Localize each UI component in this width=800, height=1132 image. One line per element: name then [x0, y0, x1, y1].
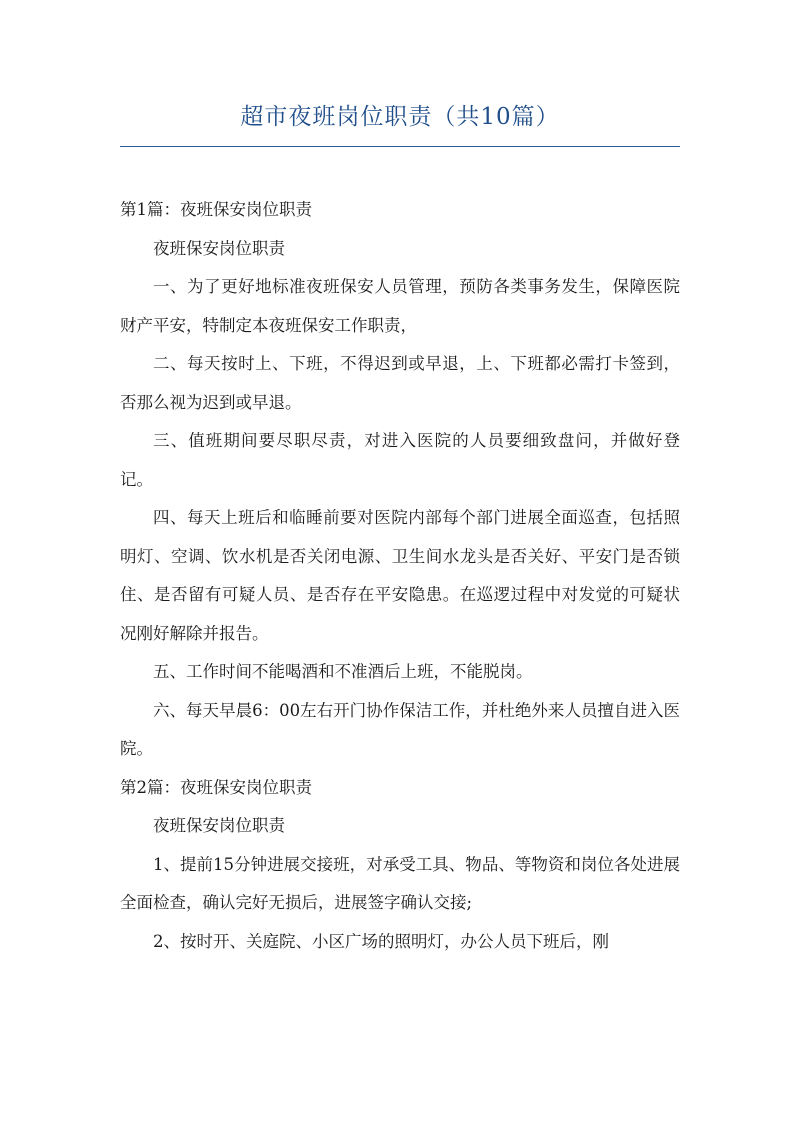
- subheading: 夜班保安岗位职责: [153, 238, 285, 258]
- paragraph: 二、每天按时上、下班，不得迟到或早退，上、下班都必需打卡签到，否那么视为迟到或早退。: [120, 354, 680, 412]
- section-heading: 第1篇：夜班保安岗位职责: [120, 200, 312, 219]
- document-title: 超市夜班岗位职责（共10篇）: [240, 104, 560, 130]
- paragraph: 四、每天上班后和临睡前要对医院内部每个部门进展全面巡查，包括照明灯、空调、饮水机是否关闭电源、卫生间水龙头是否关好、平安门是否锁住、是否留有可疑人员、是否存在平安隐患。在巡逻过程中对发觉的可疑状况刚好解除并报告。: [120, 508, 680, 643]
- title-divider: [120, 146, 680, 147]
- section-heading: 第2篇：夜班保安岗位职责: [120, 777, 312, 797]
- paragraph: 1、提前15分钟进展交接班，对承受工具、物品、等物资和岗位各处进展全面检查，确认完好无损后，进展签字确认交接;: [120, 854, 680, 912]
- paragraph: 六、每天早晨6：00左右开门协作保洁工作，并杜绝外来人员擅自进入医院。: [120, 700, 680, 758]
- paragraph: 三、值班期间要尽职尽责，对进入医院的人员要细致盘问，并做好登记。: [120, 431, 680, 489]
- document-body: [120, 191, 680, 961]
- subheading: 夜班保安岗位职责: [153, 816, 285, 835]
- paragraph: 一、为了更好地标准夜班保安人员管理，预防各类事务发生，保障医院财产平安，特制定本夜班保安工作职责，: [120, 277, 680, 335]
- paragraph: 2、按时开、关庭院、小区广场的照明灯，办公人员下班后，刚: [153, 931, 609, 951]
- paragraph: 五、工作时间不能喝酒和不准酒后上班，不能脱岗。: [153, 662, 533, 681]
